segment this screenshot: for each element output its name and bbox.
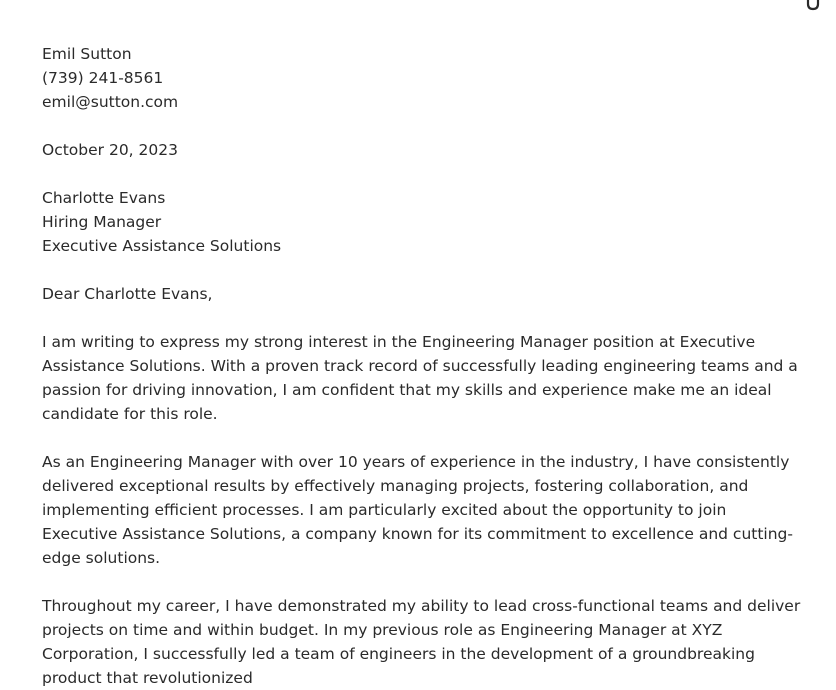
spacer xyxy=(42,114,812,138)
recipient-block xyxy=(42,186,812,258)
cover-letter xyxy=(42,42,812,690)
sender-email: emil@sutton.com xyxy=(42,93,179,111)
recipient-name: Charlotte Evans xyxy=(42,189,166,207)
letter-date: October 20, 2023 xyxy=(42,141,178,159)
salutation: Dear Charlotte Evans, xyxy=(42,285,213,303)
spacer xyxy=(42,426,812,450)
body-paragraph-1: I am writing to express my strong interest in the Engineering Manager position at Executive Assistance Solutions. With a proven track record of successfully leading engineering teams and a passion for driving innovation, I am confident that my skills and experience make me an ideal candidate for this role. xyxy=(42,333,798,423)
body-paragraph-3: Throughout my career, I have demonstrated my ability to lead cross-functional teams and deliver projects on time and within budget. In my previous role as Engineering Manager at XYZ Corporation, I successfully led a team of engineers in the development of a groundbreaking product that revolutionized xyxy=(42,597,801,687)
spacer xyxy=(42,570,812,594)
recipient-title: Hiring Manager xyxy=(42,213,162,231)
sender-name: Emil Sutton xyxy=(42,45,132,63)
sender-block xyxy=(42,42,812,114)
body-paragraph-2: As an Engineering Manager with over 10 years of experience in the industry, I have consistently delivered exceptional results by effectively managing projects, fostering collaboration, and implementing efficient processes. I am particularly excited about the opportunity to join Executive Assistance Solutions, a company known for its commitment to excellence and cutting-edge solutions. xyxy=(42,453,793,567)
spacer xyxy=(42,258,812,282)
sender-phone: (739) 241-8561 xyxy=(42,69,164,87)
paperclip-icon[interactable] xyxy=(806,0,820,12)
spacer xyxy=(42,306,812,330)
recipient-company: Executive Assistance Solutions xyxy=(42,237,282,255)
spacer xyxy=(42,162,812,186)
